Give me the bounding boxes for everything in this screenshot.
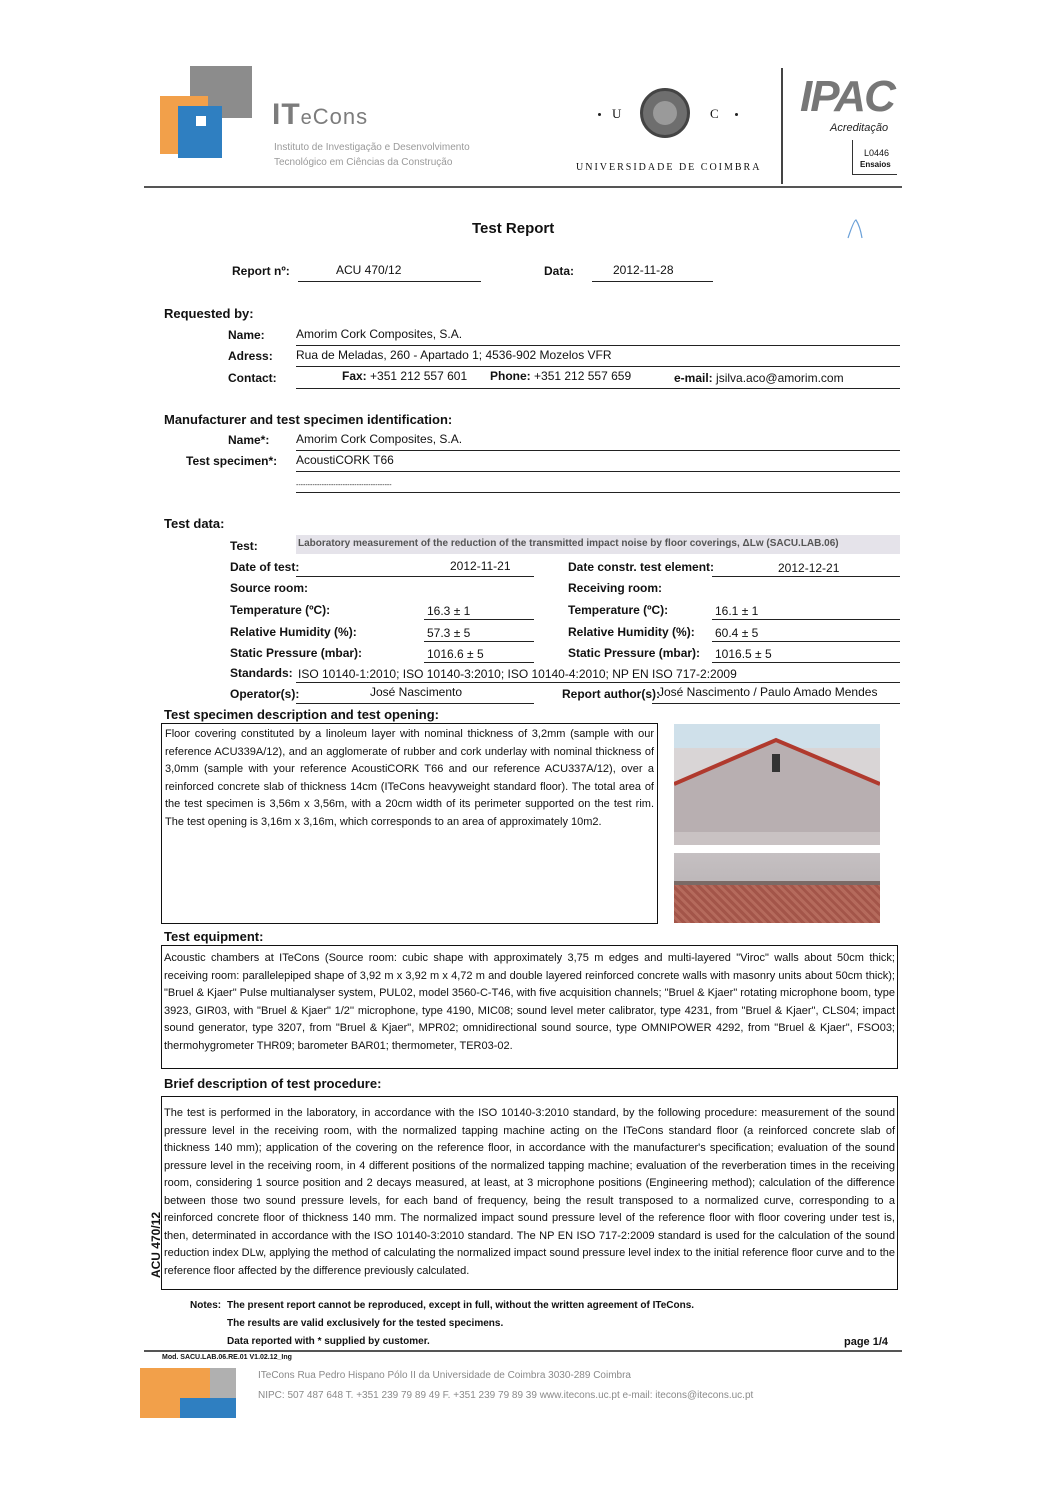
press-source-label: Static Pressure (mbar): [230,646,363,660]
specimen-field: AcoustiCORK T66 [296,453,900,472]
manufacturer-name-field: Amorim Cork Composites, S.A. [296,432,900,451]
page-number: page 1/4 [844,1336,889,1348]
test-description-bar: Laboratory measurement of the reduction of the transmitted impact noise by floor coverings, ΔLw (SACU.LAB.06) [296,535,900,554]
itecons-logo [160,66,256,162]
report-date: 2012-11-28 [592,263,713,282]
test-data-heading: Test data: [164,516,225,531]
requested-fax: Fax: +351 212 557 601 [342,369,468,383]
requested-email: e-mail: jsilva.aco@amorim.com [674,371,844,385]
test-label: Test: [230,539,258,553]
press-receiving-field: 1016.5 ± 5 [712,644,900,663]
footer-logo [140,1368,236,1418]
equipment-text: Acoustic chambers at ITeCons (Source room: cubic shape with approximately 3,75 m edges and multi-layered "Viroc" walls about 50cm thick; receiving room: parallelepiped shape of 3,92 m x 3,92 m x 4,72 m and double layered reinforced concrete walls with masonry units about 50cm thick); "Bruel & Kjaer" Pulse multianalyser system, PUL02, model 3560-C-T46, with five acquisition channels; "Bruel & Kjaer" rotating microphone boom, type 3923, GIR03, with "Bruel & Kjaer" 1/2'' microphone, type 4190, MIC08; sound level meter calibrator, type 4231, from "Bruel & Kjaer", CLS04; impact sound generator, type 3207, from "Bruel & Kjaer", MPR02; omnidirectional sound source, type OMNIPOWER 4292, from "Bruel & Kjaer", FSO03; thermohygrometer THR09; barometer BAR01; thermometer, TER03-02. [164,952,895,1052]
requested-name-field: Amorim Cork Composites, S.A. [296,327,900,346]
footer-line-2: NIPC: 507 487 648 T. +351 239 79 89 49 F. +351 239 79 89 39 www.itecons.uc.pt e-mail: itecons@itecons.uc.pt [258,1390,754,1401]
itecons-subtitle-1: Instituto de Investigação e Desenvolvimento [274,142,470,153]
specimen-desc-box [161,723,658,924]
temp-source-field: 16.3 ± 1 [424,601,534,620]
uc-letter-u: U [612,106,622,121]
notes-label: Notes: [190,1300,222,1311]
requested-address-label: Adress: [228,349,273,363]
requested-heading: Requested by: [164,306,254,321]
notes-line-1: The present report cannot be reproduced, except in full, without the written agreement of ITeCons. [227,1300,695,1311]
specimen-desc-heading: Test specimen description and test opening: [164,707,439,722]
notes-line-3: Data reported with * supplied by customer. [227,1336,430,1347]
operators-field: José Nascimento [296,685,534,704]
specimen-photo-bottom [674,853,880,923]
requested-phone: Phone: +351 212 557 659 [490,369,632,383]
equipment-heading: Test equipment: [164,929,264,944]
uc-dot-2 [735,113,738,116]
press-receiving-label: Static Pressure (mbar): [568,646,701,660]
specimen-extra-field: ----------------------------------------- [296,474,900,493]
specimen-photo-top [674,724,880,845]
standards-field: ISO 10140-1:2010; ISO 10140-3:2010; ISO 10140-4:2010; NP EN ISO 717-2:2009 [296,664,900,683]
requested-contact-label: Contact: [228,371,277,385]
date-constr-field: 2012-12-21 [712,558,900,577]
report-date-label: Data: [544,264,575,278]
ipac-logo: IPAC Acreditação L0446 Ensaios [798,72,900,182]
date-of-test-label: Date of test: [230,560,300,574]
uc-name: UNIVERSIDADE DE COIMBRA [576,162,762,173]
uc-letter-c: C [710,106,719,121]
notes-line-2: The results are valid exclusively for the tested specimens. [227,1318,504,1329]
press-source-field: 1016.6 ± 5 [424,644,534,663]
side-report-label: ACU 470/12 [149,1211,163,1279]
bottom-rule [144,1350,902,1352]
procedure-box [161,1096,898,1290]
header-vertical-divider [781,68,783,184]
specimen-label: Test specimen*: [186,454,278,468]
date-of-test: 2012-11-21 [450,559,511,573]
operators-label: Operator(s): [230,687,300,701]
report-number: ACU 470/12 [298,263,481,282]
uc-seal-icon [640,88,690,138]
mod-reference: Mod. SACU.LAB.06.RE.01 V1.02.12_Ing [162,1354,292,1361]
date-constr-label: Date constr. test element: [568,560,715,574]
procedure-heading: Brief description of test procedure: [164,1076,382,1091]
source-room-label: Source room: [230,581,309,595]
manufacturer-name-label: Name*: [228,433,270,447]
standards-label: Standards: [230,666,293,680]
authors-label: Report author(s): [562,687,660,701]
itecons-subtitle-2: Tecnológico em Ciências da Construção [274,157,453,168]
manufacturer-heading: Manufacturer and test specimen identification: [164,412,453,427]
page-title: Test Report [472,220,555,237]
hum-source-field: 57.3 ± 5 [424,623,534,642]
requested-address-field: Rua de Meladas, 260 - Apartado 1; 4536-902 Mozelos VFR [296,348,900,367]
receiving-room-label: Receiving room: [568,581,663,595]
requested-name-label: Name: [228,328,265,342]
header-rule [144,186,902,188]
uc-dot-1 [598,113,601,116]
hum-source-label: Relative Humidity (%): [230,625,357,639]
temp-receiving-field: 16.1 ± 1 [712,601,900,620]
temp-source-label: Temperature (ºC): [230,603,331,617]
report-number-label: Report nº: [232,264,290,278]
procedure-text: The test is performed in the laboratory, in accordance with the ISO 10140-3:2010 standard, by the following procedure: measurement of the sound pressure level in the receiving room, with the normalized tapping machine acting on the ITeCons standard floor (a reinforced concrete slab of thickness 140 mm); application of the covering on the reference floor, in accordance with the manufacturer's specification; evaluation of the sound pressure level in the receiving room, in 4 different positions of the normalized tapping machine; evaluation of the reverberation times in the receiving room, considering 1 source position and 2 decays measured, at least, at 3 microphone positions (Engineering method); calculation of the difference between those two sound pressure levels, for each band of frequency, being the result transposed to a normalized curve, corresponding to a reinforced concrete floor of thickness 140 mm. The normalized impact sound pressure level of the reference floor with floor covering under test is, then, determinated in accordance with the ISO 10140-3:2010 standard. The NP EN ISO 717-2:2009 standard is used for the calculation of the sound reduction index DLw, applying the method of calculating the normalized impact sound pressure level index to the initial reference floor curve and to the reference floor affected by the difference previously calculated. [164,1107,895,1277]
footer-line-1: ITeCons Rua Pedro Hispano Pólo II da Universidade de Coimbra 3030-289 Coimbra [258,1370,631,1381]
specimen-desc-text: Floor covering constituted by a linoleum layer with nominal thickness of 3,2mm (sample with our reference ACU339A/12), and an agglomerate of rubber and cork underlay with nominal thickness of 3,0mm (sample with your reference AcoustiCORK T66 and our reference ACU337A/12), over a reinforced concrete slab of thickness 14cm (ITeCons heavyweight standard floor). The total area of the test specimen is 3,56m x 3,56m, with a 20cm width of its perimeter supported on the test rim. The test opening is 3,16m x 3,16m, which corresponds to an area of approximately 10m2. [165,728,654,828]
itecons-wordmark: ITeCons [272,98,369,131]
authors-field: José Nascimento / Paulo Amado Mendes [652,685,900,704]
signature-mark [846,218,860,238]
hum-receiving-label: Relative Humidity (%): [568,625,695,639]
hum-receiving-field: 60.4 ± 5 [712,623,900,642]
temp-receiving-label: Temperature (ºC): [568,603,669,617]
equipment-box [161,945,898,1069]
